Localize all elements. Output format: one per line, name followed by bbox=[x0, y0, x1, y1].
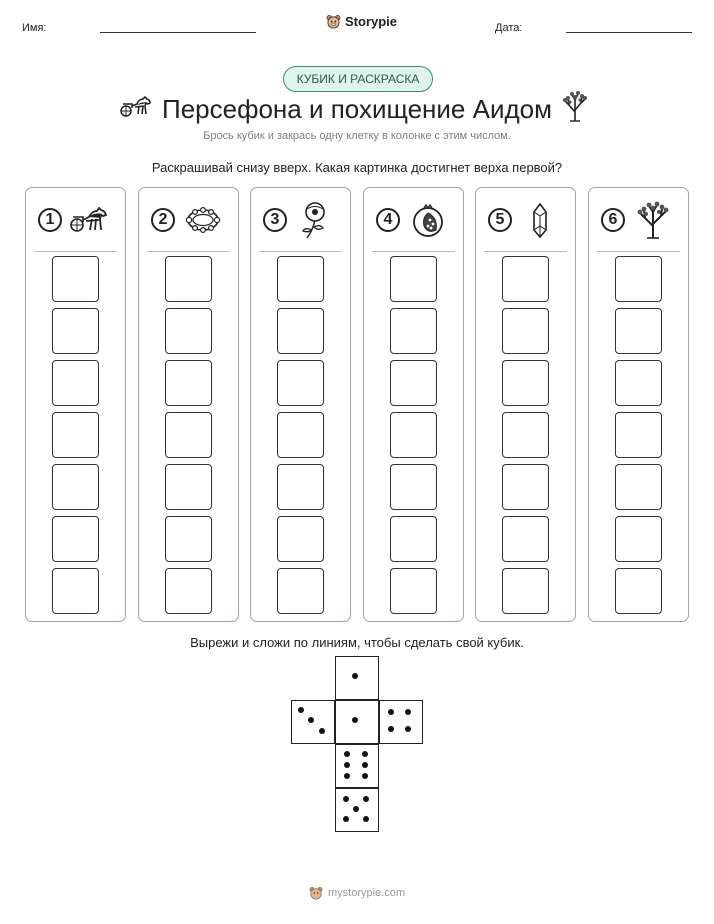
color-cell[interactable] bbox=[502, 412, 549, 458]
column-number: 1 bbox=[38, 208, 62, 232]
horse-chariot-icon bbox=[68, 200, 112, 240]
color-cell[interactable] bbox=[390, 412, 437, 458]
dice-pip bbox=[344, 751, 350, 757]
column-1 bbox=[25, 187, 126, 622]
color-cell[interactable] bbox=[615, 568, 662, 614]
color-cell[interactable] bbox=[390, 308, 437, 354]
color-cell[interactable] bbox=[615, 464, 662, 510]
column-number: 5 bbox=[488, 208, 512, 232]
subtitle: Брось кубик и закрась одну клетку в колонке с этим числом. bbox=[203, 130, 511, 142]
color-cell[interactable] bbox=[52, 516, 99, 562]
color-cell[interactable] bbox=[615, 360, 662, 406]
dice-pip bbox=[362, 773, 368, 779]
column-4 bbox=[363, 187, 464, 622]
column-divider bbox=[484, 251, 567, 252]
color-cell[interactable] bbox=[52, 568, 99, 614]
color-cell[interactable] bbox=[390, 568, 437, 614]
date-line[interactable] bbox=[566, 32, 692, 33]
color-cell[interactable] bbox=[502, 568, 549, 614]
column-3 bbox=[250, 187, 351, 622]
column-divider bbox=[147, 251, 230, 252]
dice-face-lower bbox=[335, 744, 379, 788]
bare-tree-icon bbox=[631, 200, 675, 240]
footer bbox=[0, 886, 714, 900]
dice-pip bbox=[362, 762, 368, 768]
color-cell[interactable] bbox=[165, 360, 212, 406]
date-label: Дата: bbox=[495, 22, 523, 34]
color-cell[interactable] bbox=[52, 412, 99, 458]
color-cell[interactable] bbox=[390, 464, 437, 510]
crystal-gem-icon bbox=[518, 200, 562, 240]
dice-pip bbox=[388, 709, 394, 715]
page-title: Персефона и похищение Аидом bbox=[162, 94, 552, 124]
color-cell[interactable] bbox=[52, 256, 99, 302]
poppy-flower-icon bbox=[293, 200, 337, 240]
column-number: 2 bbox=[151, 208, 175, 232]
tree-icon bbox=[560, 90, 590, 122]
dice-pip bbox=[405, 709, 411, 715]
color-cell[interactable] bbox=[502, 464, 549, 510]
column-divider bbox=[372, 251, 455, 252]
dice-pip bbox=[343, 796, 349, 802]
color-cell[interactable] bbox=[277, 256, 324, 302]
dice-pip bbox=[352, 717, 358, 723]
color-cell[interactable] bbox=[165, 516, 212, 562]
dice-pip bbox=[352, 673, 358, 679]
brand-logo bbox=[326, 14, 397, 29]
name-label: Имя: bbox=[22, 22, 47, 34]
pomegranate-icon bbox=[406, 200, 450, 240]
dice-face-left bbox=[291, 700, 335, 744]
color-cell[interactable] bbox=[277, 308, 324, 354]
column-number: 3 bbox=[263, 208, 287, 232]
color-cell[interactable] bbox=[615, 308, 662, 354]
color-cell[interactable] bbox=[277, 464, 324, 510]
color-cell[interactable] bbox=[502, 256, 549, 302]
bear-face-icon bbox=[309, 886, 323, 900]
color-cell[interactable] bbox=[52, 308, 99, 354]
dice-pip bbox=[308, 717, 314, 723]
brand-name: Storypie bbox=[345, 14, 398, 29]
color-cell[interactable] bbox=[277, 412, 324, 458]
color-cell[interactable] bbox=[615, 412, 662, 458]
column-5 bbox=[475, 187, 576, 622]
column-divider bbox=[259, 251, 342, 252]
dice-pip bbox=[298, 707, 304, 713]
color-cell[interactable] bbox=[52, 360, 99, 406]
dice-pip bbox=[343, 816, 349, 822]
column-6 bbox=[588, 187, 689, 622]
dice-face-top bbox=[335, 656, 379, 700]
name-line[interactable] bbox=[100, 32, 256, 33]
dice-pip bbox=[319, 728, 325, 734]
color-cell[interactable] bbox=[52, 464, 99, 510]
bear-face-icon bbox=[326, 14, 341, 29]
color-cell[interactable] bbox=[165, 308, 212, 354]
color-cell[interactable] bbox=[165, 412, 212, 458]
color-cell[interactable] bbox=[277, 360, 324, 406]
color-cell[interactable] bbox=[615, 516, 662, 562]
color-cell[interactable] bbox=[502, 516, 549, 562]
color-cell[interactable] bbox=[165, 256, 212, 302]
dice-pip bbox=[344, 773, 350, 779]
flower-wreath-icon bbox=[181, 200, 225, 240]
dice-face-center bbox=[335, 700, 379, 744]
dice-pip bbox=[353, 806, 359, 812]
coloring-instruction: Раскрашивай снизу вверх. Какая картинка достигнет верха первой? bbox=[151, 160, 563, 175]
cut-instruction: Вырежи и сложи по линиям, чтобы сделать свой кубик. bbox=[190, 635, 524, 650]
dice-pip bbox=[344, 762, 350, 768]
activity-badge: КУБИК И РАСКРАСКА bbox=[283, 66, 433, 92]
color-cell[interactable] bbox=[277, 516, 324, 562]
dice-pip bbox=[363, 816, 369, 822]
column-number: 6 bbox=[601, 208, 625, 232]
dice-pip bbox=[405, 726, 411, 732]
column-2 bbox=[138, 187, 239, 622]
dice-pip bbox=[362, 751, 368, 757]
dice-pip bbox=[388, 726, 394, 732]
color-cell[interactable] bbox=[165, 464, 212, 510]
color-cell[interactable] bbox=[502, 308, 549, 354]
footer-url[interactable]: mystorypie.com bbox=[327, 887, 406, 899]
color-cell[interactable] bbox=[390, 360, 437, 406]
dice-pip bbox=[363, 796, 369, 802]
column-number: 4 bbox=[376, 208, 400, 232]
color-cell[interactable] bbox=[390, 516, 437, 562]
color-cell[interactable] bbox=[615, 256, 662, 302]
color-cell[interactable] bbox=[502, 360, 549, 406]
dice-face-right bbox=[379, 700, 423, 744]
dice-face-bottom bbox=[335, 788, 379, 832]
color-cell[interactable] bbox=[165, 568, 212, 614]
column-divider bbox=[597, 251, 680, 252]
column-divider bbox=[34, 251, 117, 252]
color-cell[interactable] bbox=[390, 256, 437, 302]
color-cell[interactable] bbox=[277, 568, 324, 614]
